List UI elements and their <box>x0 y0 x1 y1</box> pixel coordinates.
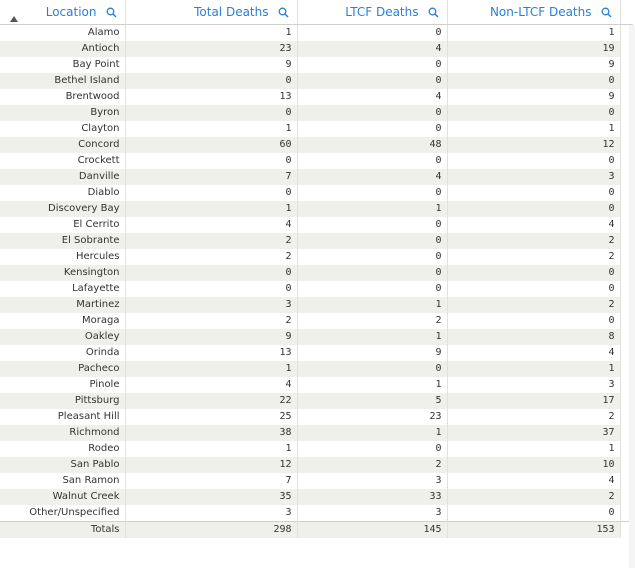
location-cell: San Ramon <box>0 473 125 489</box>
ltcf-deaths-cell: 4 <box>297 89 447 105</box>
total-deaths-cell: 2 <box>125 233 297 249</box>
location-cell: Oakley <box>0 329 125 345</box>
table-row[interactable] <box>0 345 633 361</box>
location-cell: El Cerrito <box>0 217 125 233</box>
ltcf-deaths-cell: 1 <box>297 377 447 393</box>
non-ltcf-deaths-cell: 0 <box>447 265 620 281</box>
table-row[interactable] <box>0 121 633 137</box>
total-deaths-cell: 4 <box>125 377 297 393</box>
non-ltcf-deaths-cell: 3 <box>447 377 620 393</box>
non-ltcf-deaths-cell: 0 <box>447 105 620 121</box>
table-row[interactable] <box>0 105 633 121</box>
total-deaths-cell: 7 <box>125 473 297 489</box>
table-row[interactable] <box>0 89 633 105</box>
header-spacer <box>620 0 633 25</box>
location-cell: Rodeo <box>0 441 125 457</box>
column-header-label: Non-LTCF Deaths <box>489 5 592 19</box>
ltcf-deaths-cell: 0 <box>297 25 447 42</box>
total-deaths-cell: 38 <box>125 425 297 441</box>
table-row[interactable] <box>0 393 633 409</box>
location-cell: Lafayette <box>0 281 125 297</box>
table-row[interactable] <box>0 297 633 313</box>
ltcf-deaths-cell: 0 <box>297 441 447 457</box>
ltcf-deaths-cell: 5 <box>297 393 447 409</box>
location-cell: Bethel Island <box>0 73 125 89</box>
table-row[interactable] <box>0 329 633 345</box>
totals-label: Totals <box>0 522 125 539</box>
column-header-non-ltcf-deaths[interactable] <box>447 0 620 25</box>
non-ltcf-deaths-cell: 2 <box>447 249 620 265</box>
total-deaths-cell: 3 <box>125 505 297 522</box>
location-cell: Other/Unspecified <box>0 505 125 522</box>
ltcf-deaths-cell: 1 <box>297 297 447 313</box>
non-ltcf-deaths-cell: 0 <box>447 505 620 522</box>
column-header-label: Location <box>45 5 97 19</box>
total-deaths-cell: 2 <box>125 313 297 329</box>
location-cell: El Sobrante <box>0 233 125 249</box>
location-cell: Hercules <box>0 249 125 265</box>
location-cell: Martinez <box>0 297 125 313</box>
table-row[interactable] <box>0 473 633 489</box>
total-deaths-cell: 0 <box>125 105 297 121</box>
location-cell: Danville <box>0 169 125 185</box>
table-row[interactable] <box>0 217 633 233</box>
totals-row <box>0 522 633 539</box>
table-row[interactable] <box>0 185 633 201</box>
ltcf-deaths-cell: 9 <box>297 345 447 361</box>
ltcf-deaths-cell: 0 <box>297 217 447 233</box>
table-row[interactable] <box>0 281 633 297</box>
table-row[interactable] <box>0 25 633 42</box>
total-deaths-cell: 4 <box>125 217 297 233</box>
location-cell: Concord <box>0 137 125 153</box>
location-cell: Pacheco <box>0 361 125 377</box>
non-ltcf-deaths-cell: 4 <box>447 473 620 489</box>
ltcf-deaths-cell: 4 <box>297 169 447 185</box>
ltcf-deaths-cell: 0 <box>297 265 447 281</box>
total-deaths-cell: 1 <box>125 25 297 42</box>
non-ltcf-deaths-cell: 0 <box>447 153 620 169</box>
ltcf-deaths-cell: 0 <box>297 105 447 121</box>
total-deaths-cell: 1 <box>125 361 297 377</box>
non-ltcf-deaths-cell: 2 <box>447 409 620 425</box>
search-icon[interactable] <box>428 7 439 18</box>
table-row[interactable] <box>0 377 633 393</box>
search-icon[interactable] <box>106 7 117 18</box>
table-row[interactable] <box>0 265 633 281</box>
sort-ascending-icon[interactable] <box>10 16 18 22</box>
location-cell: Pleasant Hill <box>0 409 125 425</box>
total-deaths-cell: 0 <box>125 185 297 201</box>
location-cell: Brentwood <box>0 89 125 105</box>
total-deaths-cell: 9 <box>125 57 297 73</box>
total-deaths-cell: 0 <box>125 265 297 281</box>
total-deaths-cell: 1 <box>125 201 297 217</box>
non-ltcf-deaths-cell: 12 <box>447 137 620 153</box>
table-row[interactable] <box>0 41 633 57</box>
non-ltcf-deaths-cell: 4 <box>447 345 620 361</box>
search-icon[interactable] <box>278 7 289 18</box>
non-ltcf-deaths-cell: 1 <box>447 25 620 42</box>
total-deaths-total: 298 <box>125 522 297 539</box>
location-cell: Moraga <box>0 313 125 329</box>
location-cell: Crockett <box>0 153 125 169</box>
location-cell: Walnut Creek <box>0 489 125 505</box>
ltcf-deaths-cell: 2 <box>297 313 447 329</box>
location-cell: Richmond <box>0 425 125 441</box>
location-cell: San Pablo <box>0 457 125 473</box>
column-header-label: Total Deaths <box>194 5 269 19</box>
table-row[interactable] <box>0 73 633 89</box>
table-row[interactable] <box>0 313 633 329</box>
non-ltcf-deaths-cell: 1 <box>447 441 620 457</box>
total-deaths-cell: 3 <box>125 297 297 313</box>
ltcf-deaths-cell: 0 <box>297 153 447 169</box>
vertical-scrollbar[interactable] <box>629 25 635 568</box>
table-row[interactable] <box>0 153 633 169</box>
total-deaths-cell: 0 <box>125 73 297 89</box>
total-deaths-cell: 22 <box>125 393 297 409</box>
total-deaths-cell: 25 <box>125 409 297 425</box>
column-header-location[interactable] <box>0 0 125 25</box>
location-cell: Byron <box>0 105 125 121</box>
header-row <box>0 0 633 25</box>
non-ltcf-deaths-cell: 37 <box>447 425 620 441</box>
ltcf-deaths-cell: 1 <box>297 425 447 441</box>
non-ltcf-deaths-cell: 0 <box>447 281 620 297</box>
ltcf-deaths-cell: 23 <box>297 409 447 425</box>
table-row[interactable] <box>0 409 633 425</box>
total-deaths-cell: 60 <box>125 137 297 153</box>
total-deaths-cell: 0 <box>125 281 297 297</box>
location-cell: Clayton <box>0 121 125 137</box>
column-header-total-deaths[interactable] <box>125 0 297 25</box>
non-ltcf-deaths-cell: 1 <box>447 121 620 137</box>
table-body <box>0 25 633 539</box>
ltcf-deaths-cell: 4 <box>297 41 447 57</box>
ltcf-deaths-cell: 2 <box>297 457 447 473</box>
total-deaths-cell: 1 <box>125 441 297 457</box>
location-cell: Antioch <box>0 41 125 57</box>
non-ltcf-deaths-cell: 10 <box>447 457 620 473</box>
table-row[interactable] <box>0 233 633 249</box>
non-ltcf-deaths-total: 153 <box>447 522 620 539</box>
non-ltcf-deaths-cell: 19 <box>447 41 620 57</box>
non-ltcf-deaths-cell: 1 <box>447 361 620 377</box>
column-header-label: LTCF Deaths <box>345 5 419 19</box>
table-row[interactable] <box>0 505 633 522</box>
ltcf-deaths-total: 145 <box>297 522 447 539</box>
table-row[interactable] <box>0 425 633 441</box>
table-row[interactable] <box>0 361 633 377</box>
ltcf-deaths-cell: 48 <box>297 137 447 153</box>
location-cell: Bay Point <box>0 57 125 73</box>
ltcf-deaths-cell: 0 <box>297 361 447 377</box>
table-row[interactable] <box>0 169 633 185</box>
column-header-ltcf-deaths[interactable] <box>297 0 447 25</box>
non-ltcf-deaths-cell: 9 <box>447 89 620 105</box>
non-ltcf-deaths-cell: 8 <box>447 329 620 345</box>
ltcf-deaths-cell: 0 <box>297 185 447 201</box>
table-row[interactable] <box>0 457 633 473</box>
total-deaths-cell: 13 <box>125 89 297 105</box>
total-deaths-cell: 1 <box>125 121 297 137</box>
location-cell: Discovery Bay <box>0 201 125 217</box>
table-row[interactable] <box>0 441 633 457</box>
ltcf-deaths-cell: 3 <box>297 473 447 489</box>
table-row[interactable] <box>0 249 633 265</box>
total-deaths-cell: 2 <box>125 249 297 265</box>
table-row[interactable] <box>0 137 633 153</box>
ltcf-deaths-cell: 0 <box>297 249 447 265</box>
non-ltcf-deaths-cell: 0 <box>447 73 620 89</box>
location-cell: Kensington <box>0 265 125 281</box>
ltcf-deaths-cell: 0 <box>297 73 447 89</box>
table-row[interactable] <box>0 57 633 73</box>
total-deaths-cell: 23 <box>125 41 297 57</box>
table-row[interactable] <box>0 489 633 505</box>
location-cell: Orinda <box>0 345 125 361</box>
ltcf-deaths-cell: 0 <box>297 121 447 137</box>
ltcf-deaths-cell: 1 <box>297 201 447 217</box>
total-deaths-cell: 35 <box>125 489 297 505</box>
table-row[interactable] <box>0 201 633 217</box>
non-ltcf-deaths-cell: 2 <box>447 489 620 505</box>
non-ltcf-deaths-cell: 2 <box>447 297 620 313</box>
non-ltcf-deaths-cell: 0 <box>447 313 620 329</box>
total-deaths-cell: 9 <box>125 329 297 345</box>
ltcf-deaths-cell: 0 <box>297 281 447 297</box>
non-ltcf-deaths-cell: 0 <box>447 201 620 217</box>
search-icon[interactable] <box>601 7 612 18</box>
location-cell: Alamo <box>0 25 125 42</box>
location-cell: Pittsburg <box>0 393 125 409</box>
non-ltcf-deaths-cell: 0 <box>447 185 620 201</box>
total-deaths-cell: 0 <box>125 153 297 169</box>
ltcf-deaths-cell: 0 <box>297 233 447 249</box>
total-deaths-cell: 13 <box>125 345 297 361</box>
non-ltcf-deaths-cell: 9 <box>447 57 620 73</box>
location-cell: Pinole <box>0 377 125 393</box>
non-ltcf-deaths-cell: 2 <box>447 233 620 249</box>
non-ltcf-deaths-cell: 3 <box>447 169 620 185</box>
non-ltcf-deaths-cell: 17 <box>447 393 620 409</box>
ltcf-deaths-cell: 33 <box>297 489 447 505</box>
location-cell: Diablo <box>0 185 125 201</box>
ltcf-deaths-cell: 0 <box>297 57 447 73</box>
total-deaths-cell: 7 <box>125 169 297 185</box>
ltcf-deaths-cell: 3 <box>297 505 447 522</box>
total-deaths-cell: 12 <box>125 457 297 473</box>
ltcf-deaths-cell: 1 <box>297 329 447 345</box>
non-ltcf-deaths-cell: 4 <box>447 217 620 233</box>
